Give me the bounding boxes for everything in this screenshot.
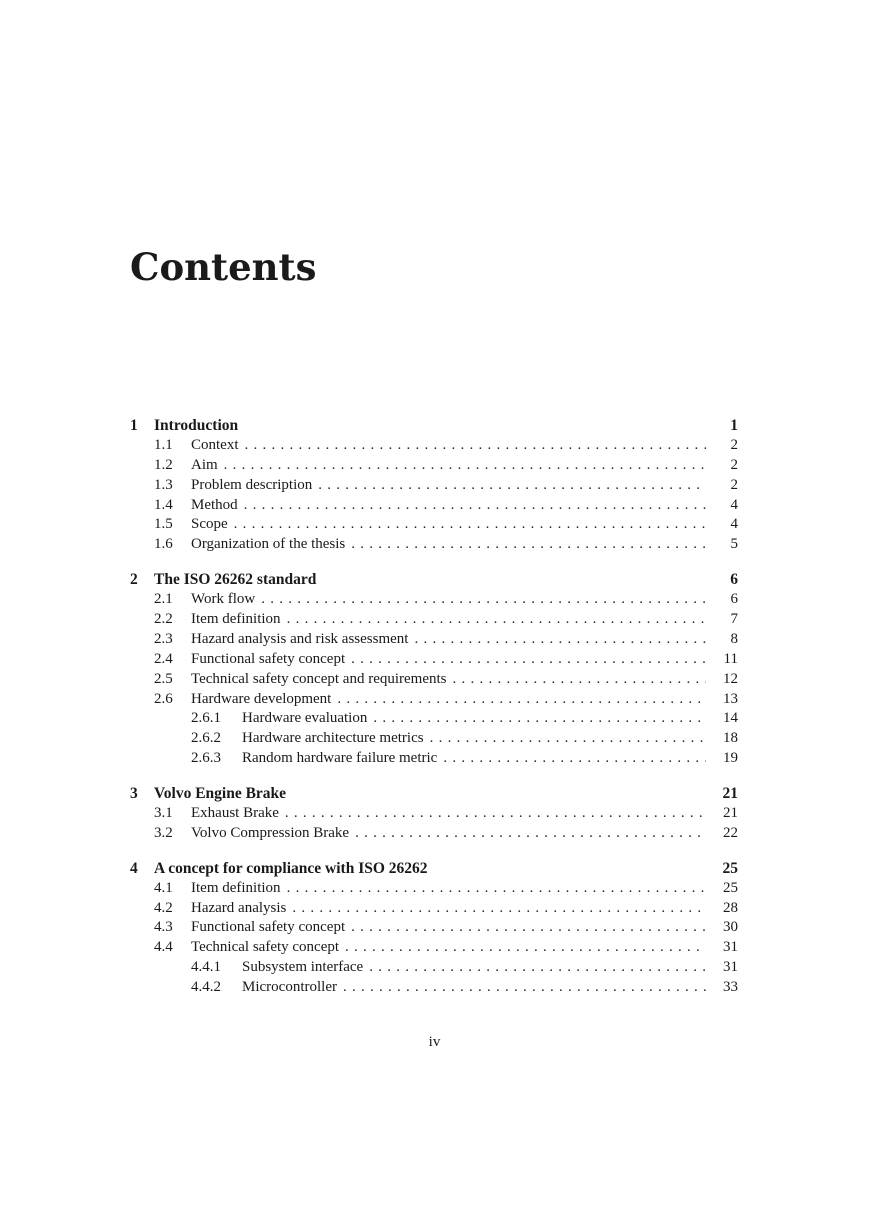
page-number: iv (428, 1034, 441, 1050)
dot-leader (292, 899, 706, 919)
dot-leader (244, 496, 706, 516)
entry-title: Organization of the thesis (191, 536, 346, 553)
entry-title: Exhaust Brake (191, 805, 279, 822)
toc-chapter (130, 784, 738, 844)
entry-page-number: 33 (723, 979, 738, 996)
dot-leader (414, 630, 706, 650)
toc-section-entry[interactable] (130, 590, 738, 610)
entry-title: Work flow (191, 591, 256, 608)
entry-number: 3.1 (154, 805, 173, 822)
toc-section-entry[interactable] (130, 690, 738, 710)
entry-title: Functional safety concept (191, 650, 346, 667)
dot-leader (318, 476, 706, 496)
entry-page-number: 7 (730, 611, 738, 628)
page-title: Contents (130, 245, 317, 289)
entry-number: 2.5 (154, 670, 173, 687)
entry-page-number: 21 (723, 805, 738, 822)
entry-title: Hardware development (191, 690, 332, 707)
entry-title: Item definition (191, 879, 281, 896)
entry-number: 1.6 (154, 536, 173, 553)
entry-number: 2.2 (154, 611, 173, 628)
dot-leader (351, 535, 706, 555)
entry-page-number: 12 (723, 670, 738, 687)
dot-leader (343, 978, 706, 998)
entry-number: 1.2 (154, 456, 173, 473)
toc-section-entry[interactable] (130, 496, 738, 516)
entry-title: Aim (191, 456, 218, 473)
toc-section-entry[interactable] (130, 436, 738, 456)
entry-number: 2.3 (154, 630, 173, 647)
entry-number: 4.1 (154, 879, 173, 896)
entry-page-number: 22 (723, 824, 738, 841)
entry-title: Volvo Compression Brake (191, 824, 350, 841)
entry-title: Introduction (154, 417, 239, 434)
dot-leader (234, 515, 706, 535)
table-of-contents (130, 416, 738, 998)
entry-title: The ISO 26262 standard (154, 571, 317, 589)
entry-title: Volvo Engine Brake (154, 785, 287, 803)
entry-title: Item definition (191, 611, 281, 628)
toc-chapter-entry[interactable] (130, 784, 738, 804)
entry-page-number: 25 (723, 879, 738, 896)
entry-title: Scope (191, 516, 228, 533)
entry-number: 4.3 (154, 919, 173, 936)
entry-page-number: 25 (722, 859, 738, 877)
entry-page-number: 13 (723, 690, 738, 707)
toc-section-entry[interactable] (130, 535, 738, 555)
entry-title: Functional safety concept (191, 919, 346, 936)
dot-leader (355, 824, 706, 844)
entry-title: Random hardware failure metric (242, 750, 438, 767)
entry-number: 4 (130, 859, 138, 877)
entry-page-number: 31 (723, 959, 738, 976)
toc-chapter (130, 859, 738, 998)
entry-number: 2 (130, 571, 138, 589)
dot-leader (287, 610, 706, 630)
entry-title: Subsystem interface (242, 959, 364, 976)
entry-number: 2.6 (154, 690, 173, 707)
entry-number: 1.3 (154, 476, 173, 493)
entry-page-number: 2 (730, 456, 738, 473)
toc-section-entry[interactable] (130, 456, 738, 476)
entry-number: 4.4.2 (191, 979, 221, 996)
entry-number: 3 (130, 785, 138, 803)
entry-number: 2.6.3 (191, 750, 221, 767)
toc-chapter-entry[interactable] (130, 416, 738, 436)
entry-page-number: 28 (723, 899, 738, 916)
entry-page-number: 19 (723, 750, 738, 767)
toc-chapter-entry[interactable] (130, 570, 738, 590)
entry-number: 1 (130, 417, 138, 434)
entry-title: Hardware evaluation (242, 710, 368, 727)
entry-number: 1.4 (154, 496, 173, 513)
entry-number: 4.4 (154, 939, 173, 956)
dot-leader (287, 879, 706, 899)
entry-title: Method (191, 496, 238, 513)
toc-section-entry[interactable] (130, 670, 738, 690)
entry-number: 3.2 (154, 824, 173, 841)
dot-leader (285, 804, 706, 824)
entry-page-number: 2 (730, 436, 738, 453)
entry-page-number: 1 (730, 417, 738, 434)
entry-title: Hazard analysis and risk assessment (191, 630, 409, 647)
entry-number: 2.6.1 (191, 710, 221, 727)
toc-section-entry[interactable] (130, 610, 738, 630)
entry-title: Hardware architecture metrics (242, 730, 424, 747)
toc-section-entry[interactable] (130, 630, 738, 650)
toc-subsection-entry[interactable] (130, 729, 738, 749)
dot-leader (369, 958, 706, 978)
dot-leader (245, 436, 707, 456)
entry-title: Problem description (191, 476, 313, 493)
toc-subsection-entry[interactable] (130, 958, 738, 978)
entry-number: 2.4 (154, 650, 173, 667)
dot-leader (430, 729, 706, 749)
entry-page-number: 6 (730, 591, 738, 608)
toc-section-entry[interactable] (130, 879, 738, 899)
entry-number: 4.4.1 (191, 959, 221, 976)
entry-page-number: 8 (730, 630, 738, 647)
dot-leader (443, 749, 706, 769)
entry-title: Context (191, 436, 239, 453)
entry-title: Hazard analysis (191, 899, 287, 916)
toc-section-entry[interactable] (130, 515, 738, 535)
entry-page-number: 5 (730, 536, 738, 553)
toc-section-entry[interactable] (130, 938, 738, 958)
dot-leader (337, 690, 706, 710)
entry-number: 4.2 (154, 899, 173, 916)
dot-leader (261, 590, 706, 610)
entry-page-number: 4 (730, 496, 738, 513)
toc-section-entry[interactable] (130, 804, 738, 824)
toc-section-entry[interactable] (130, 899, 738, 919)
entry-page-number: 4 (730, 516, 738, 533)
toc-chapter-entry[interactable] (130, 859, 738, 879)
toc-section-entry[interactable] (130, 476, 738, 496)
dot-leader (345, 938, 706, 958)
dot-leader (453, 670, 707, 690)
toc-chapter (130, 416, 738, 555)
toc-subsection-entry[interactable] (130, 709, 738, 729)
entry-title: A concept for compliance with ISO 26262 (154, 859, 428, 877)
entry-title: Technical safety concept (191, 939, 340, 956)
dot-leader (373, 709, 706, 729)
toc-subsection-entry[interactable] (130, 978, 738, 998)
entry-number: 1.1 (154, 436, 173, 453)
entry-number: 2.1 (154, 591, 173, 608)
dot-leader (224, 456, 706, 476)
entry-page-number: 21 (722, 785, 738, 803)
entry-page-number: 6 (730, 571, 738, 589)
toc-section-entry[interactable] (130, 650, 738, 670)
entry-number: 2.6.2 (191, 730, 221, 747)
entry-page-number: 11 (723, 650, 738, 667)
dot-leader (351, 918, 706, 938)
entry-page-number: 30 (723, 919, 738, 936)
entry-page-number: 18 (723, 730, 738, 747)
toc-subsection-entry[interactable] (130, 749, 738, 769)
entry-title: Technical safety concept and requirements (191, 670, 447, 687)
entry-number: 1.5 (154, 516, 173, 533)
toc-section-entry[interactable] (130, 824, 738, 844)
entry-page-number: 2 (730, 476, 738, 493)
dot-leader (351, 650, 706, 670)
entry-page-number: 31 (723, 939, 738, 956)
entry-title: Microcontroller (242, 979, 337, 996)
toc-chapter (130, 570, 738, 769)
entry-page-number: 14 (723, 710, 738, 727)
toc-section-entry[interactable] (130, 918, 738, 938)
